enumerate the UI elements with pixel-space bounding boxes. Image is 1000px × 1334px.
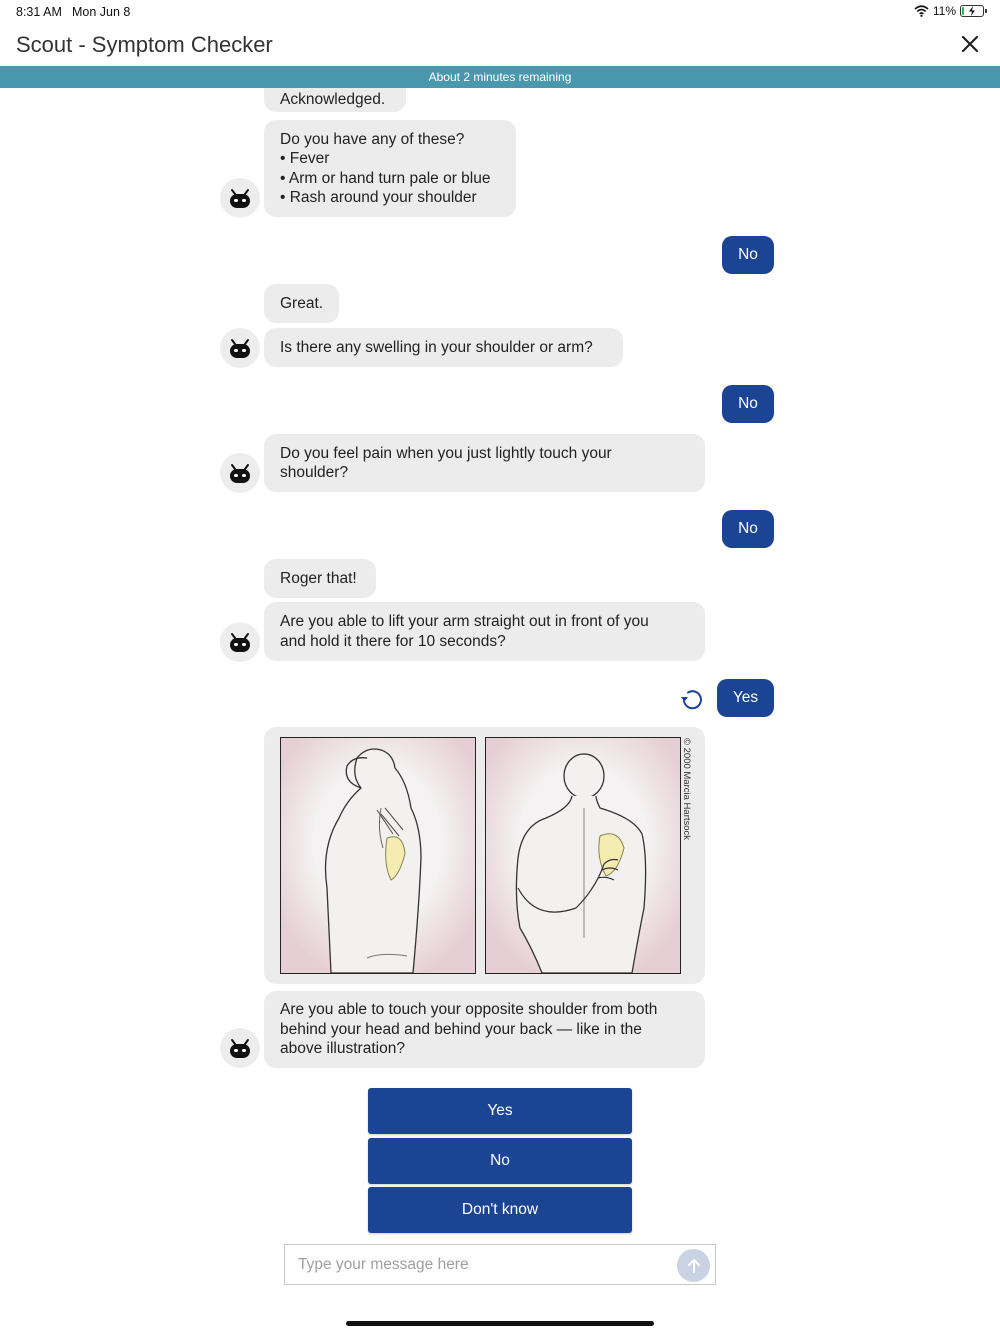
bot-avatar xyxy=(220,328,260,368)
illustration-copyright: © 2000 Marcia Hartsock xyxy=(681,738,692,841)
message-text: Do you feel pain when you just lightly touch your xyxy=(280,444,612,462)
message-text: behind your head and behind your back — like in the xyxy=(280,1020,642,1038)
reply-no-button[interactable]: No xyxy=(368,1138,632,1184)
list-item: • Rash around your shoulder xyxy=(280,189,477,206)
reply-dont-know-button[interactable]: Don't know xyxy=(368,1187,632,1233)
home-indicator xyxy=(346,1321,654,1326)
undo-icon xyxy=(678,685,706,713)
message-text: Are you able to lift your arm straight out in front of you xyxy=(280,613,649,630)
message-text: Great. xyxy=(280,294,324,312)
robot-icon xyxy=(227,629,253,655)
bot-message xyxy=(264,434,705,492)
illustration-behind-back xyxy=(485,737,681,974)
bot-message xyxy=(264,284,339,323)
shoulder-reach-behind-head-image xyxy=(281,738,475,973)
close-button[interactable] xyxy=(958,32,982,56)
status-bar xyxy=(0,0,1000,24)
charging-bolt-icon xyxy=(967,6,977,16)
robot-icon xyxy=(227,460,253,486)
arrow-up-icon xyxy=(685,1257,703,1275)
status-date: Mon Jun 8 xyxy=(72,5,131,19)
bot-message xyxy=(264,328,623,367)
message-text: No xyxy=(738,395,758,412)
battery-level xyxy=(962,7,964,15)
status-time: 8:31 AM xyxy=(16,5,62,19)
message-text: Do you have any of these? xyxy=(280,130,465,148)
list-item: • Arm or hand turn pale or blue xyxy=(280,169,491,187)
message-text: No xyxy=(738,246,758,263)
battery-charging-icon xyxy=(960,5,984,17)
undo-answer-button[interactable] xyxy=(678,685,706,713)
chat-transcript[interactable] xyxy=(0,88,1000,1238)
shoulder-reach-behind-back-image xyxy=(486,738,680,973)
robot-icon xyxy=(227,1035,253,1061)
bot-message xyxy=(264,559,376,598)
reply-yes-button[interactable]: Yes xyxy=(368,1088,632,1134)
bot-avatar xyxy=(220,1028,260,1068)
bot-message xyxy=(264,120,516,217)
message-input[interactable] xyxy=(285,1245,665,1284)
time-remaining-banner: About 2 minutes remaining xyxy=(0,66,1000,88)
bot-message xyxy=(264,991,705,1068)
wifi-icon xyxy=(914,5,929,17)
robot-icon xyxy=(227,335,253,361)
message-text: No xyxy=(738,520,758,537)
bot-avatar xyxy=(220,622,260,662)
battery-percent: 11% xyxy=(932,4,956,18)
message-text: and hold it there for 10 seconds? xyxy=(280,632,506,650)
app-title: Scout - Symptom Checker xyxy=(16,32,273,57)
illustration-behind-head xyxy=(280,737,476,974)
user-message xyxy=(722,510,774,548)
illustration-card xyxy=(264,727,705,984)
user-message xyxy=(722,385,774,423)
message-text: above illustration? xyxy=(280,1040,405,1058)
message-composer xyxy=(284,1244,716,1285)
message-text: Roger that! xyxy=(280,569,357,587)
user-message xyxy=(717,679,774,717)
bot-avatar xyxy=(220,453,260,493)
status-indicators xyxy=(914,4,984,18)
close-icon xyxy=(958,32,982,56)
message-text: Yes xyxy=(732,689,759,706)
message-text: Is there any swelling in your shoulder or arm? xyxy=(280,338,593,356)
list-item: • Fever xyxy=(280,150,330,167)
message-text: Are you able to touch your opposite shoulder from both xyxy=(280,1001,658,1019)
user-message xyxy=(722,236,774,274)
title-bar xyxy=(0,26,1000,66)
bot-message xyxy=(264,88,406,112)
message-text: shoulder? xyxy=(280,464,349,481)
bot-message xyxy=(264,602,705,661)
robot-icon xyxy=(227,185,253,211)
bot-avatar xyxy=(220,178,260,218)
send-button[interactable] xyxy=(677,1249,710,1282)
message-text: Acknowledged. xyxy=(280,91,386,109)
